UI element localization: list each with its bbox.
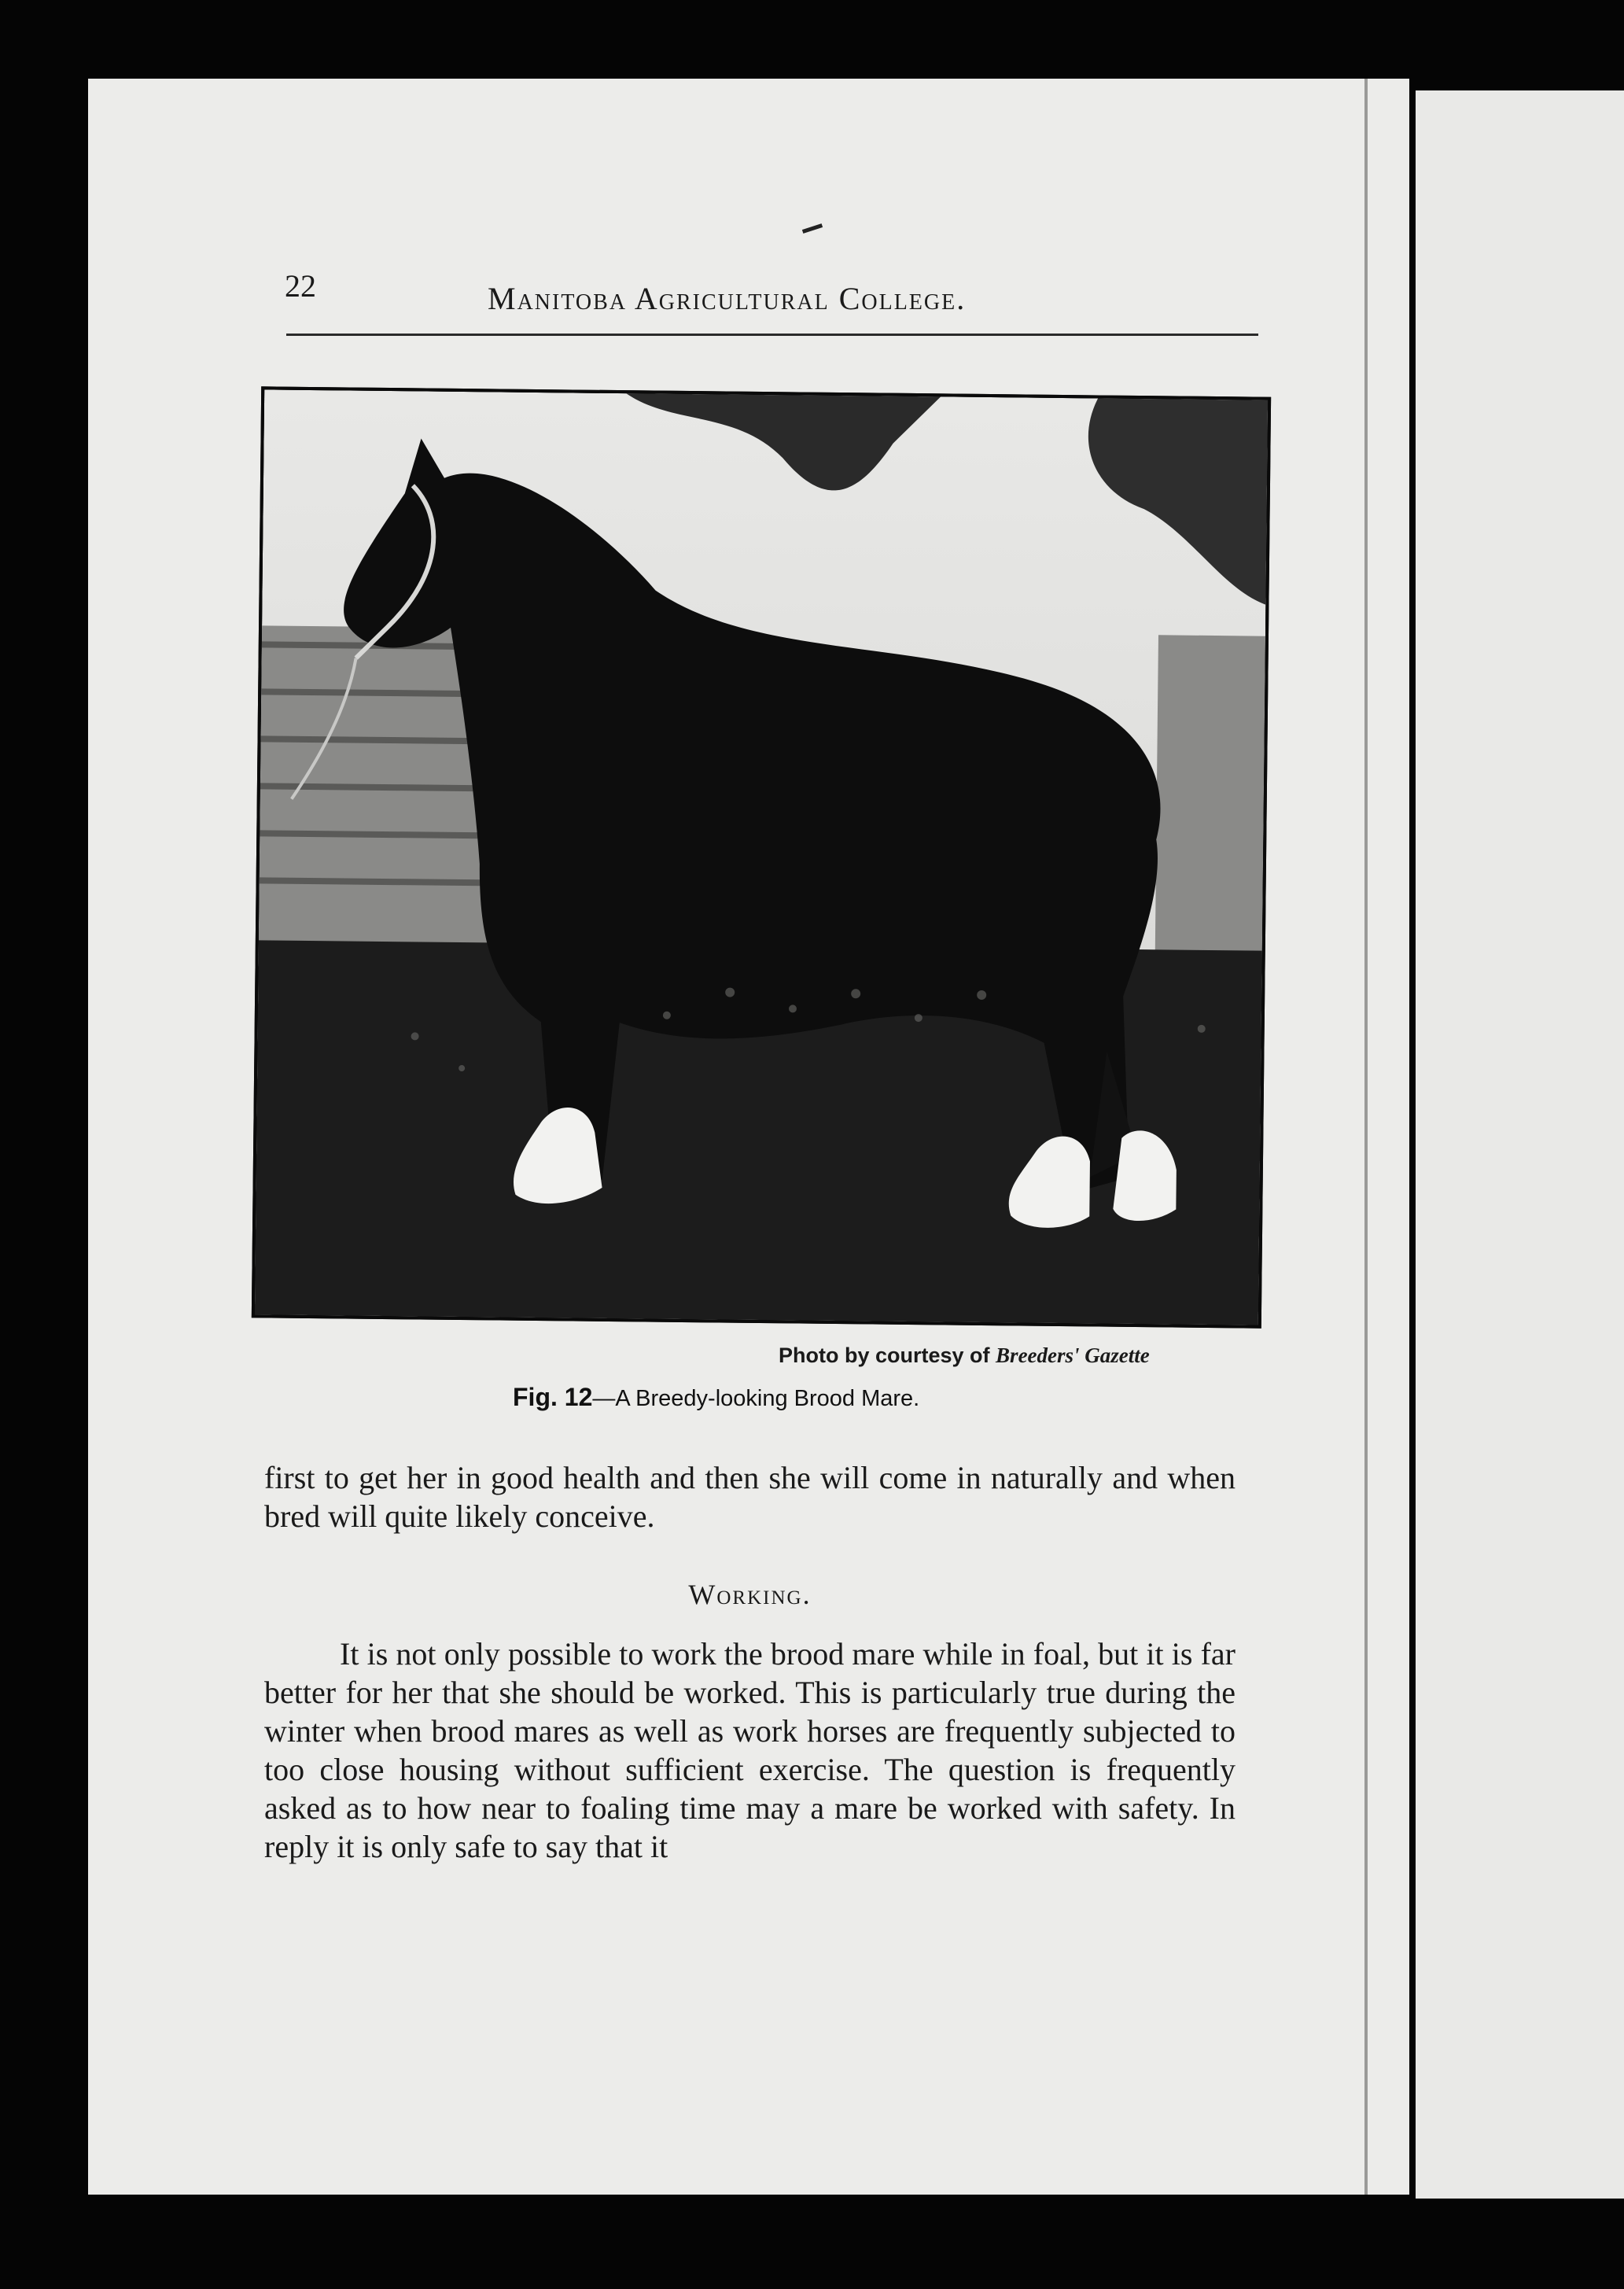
photo-credit [779, 1344, 1150, 1368]
photo-credit-prefix: Photo by courtesy of [779, 1344, 990, 1367]
figure-caption-text: —A Breedy-looking Brood Mare. [592, 1386, 920, 1411]
page-number: 22 [285, 268, 316, 304]
figure-caption [513, 1383, 919, 1412]
section-heading: Working. [688, 1579, 812, 1610]
body-paragraph-1 [264, 1458, 1235, 1535]
facing-page-edge [1416, 90, 1624, 2199]
body-paragraph-2 [264, 1635, 1235, 1866]
page-gutter-line [1364, 79, 1368, 2195]
paragraph-text: It is not only possible to work the brood mare while in foal, but it is far better for her that she should be worked. This is particularly true during the winter when brood mares as well as work horses are frequently subjected to too close housing without sufficient exercise. The question is frequently asked as to how near to foaling time may a mare be worked with safety. In reply it is only safe to say that it [264, 1636, 1235, 1864]
figure-label: Fig. 12 [513, 1383, 593, 1411]
header-rule [286, 334, 1258, 336]
figure-photo [252, 386, 1271, 1328]
running-head: Manitoba Agricultural College. [488, 281, 967, 316]
horse-photo-icon [255, 389, 1268, 1325]
photo-credit-source: Breeders' Gazette [996, 1344, 1150, 1367]
paragraph-text: first to get her in good health and then she will come in naturally and when bred will quite likely conceive. [264, 1460, 1235, 1534]
